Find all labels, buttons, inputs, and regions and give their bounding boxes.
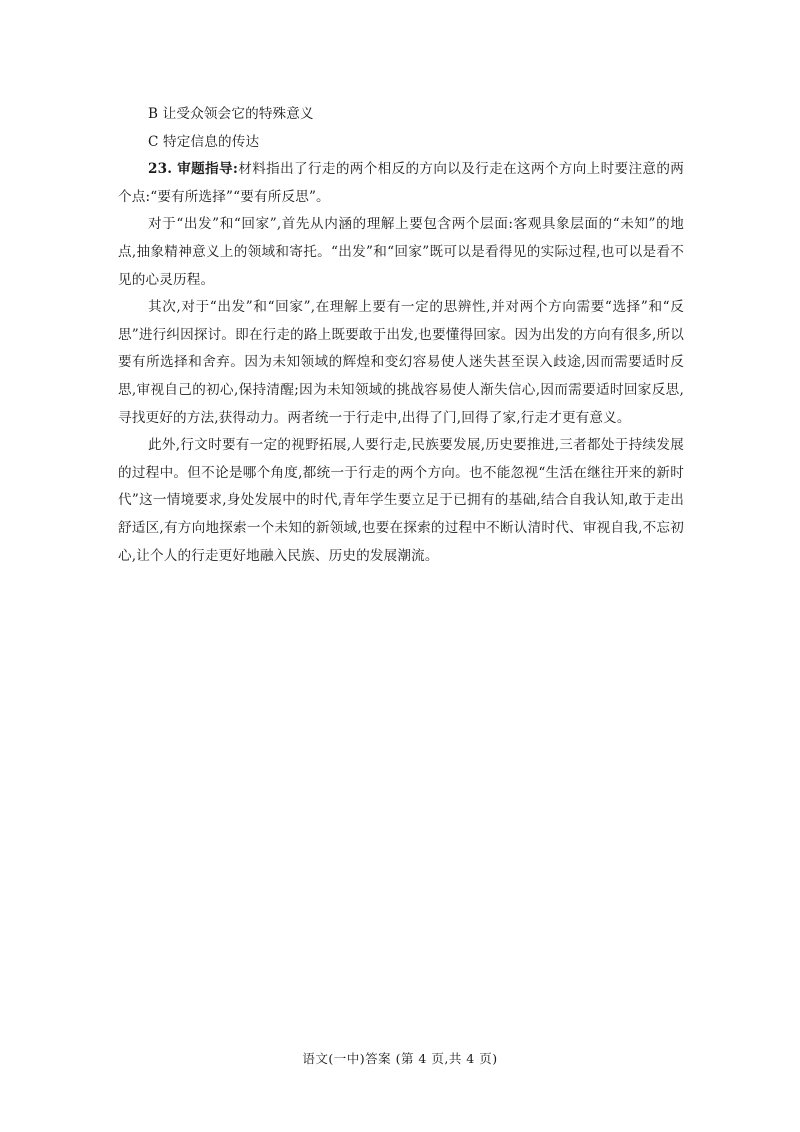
option-b: B 让受众领会它的特殊意义 [148,106,314,122]
paragraph-1: 对于“出发”和“回家”,首先从内涵的理解上要包含两个层面:客观具象层面的“未知”的地点,抽象精神意义上的领域和寄托。“出发”和“回家”既可以是看得见的实际过程,也可以是看不见的心灵历程。 [118,216,684,288]
page-footer: 语文(一中)答案 (第 4 页,共 4 页) [302,1051,498,1066]
paragraph-2: 其次,对于“出发”和“回家”,在理解上要有一定的思辨性,并对两个方向需要“选择”和“反思”进行纠因探讨。即在行走的路上既要敢于出发,也要懂得回家。因为出发的方向有很多,所以要有所选择和舍弃。因为未知领域的辉煌和变幻容易使人迷失甚至误入歧途,因而需要适时反思,审视自己的初心,保持清醒;因为未知领域的挑战容易使人渐失信心,因而需要适时回家反思,寻找更好的方法,获得动力。两者统一于行走中,出得了门,回得了家,行走才更有意义。 [118,299,684,426]
question-23-label: 23. 审题指导: [148,161,239,178]
question-23-guidance [118,156,684,211]
answer-content [118,101,684,570]
question-23-body: 材料指出了行走的两个相反的方向以及行走在这两个方向上时要注意的两个点:“要有所选择”“要有所反思”。 [118,161,684,205]
option-c: C 特定信息的传达 [148,133,260,150]
paragraph-3: 此外,行文时要有一定的视野拓展,人要行走,民族要发展,历史要推进,三者都处于持续发展的过程中。但不论是哪个角度,都统一于行走的两个方向。也不能忽视“生活在继往开来的新时代”这一情境要求,身处发展中的时代,青年学生要立足于已拥有的基础,结合自我认知,敢于走出舒适区,有方向地探索一个未知的新领域,也要在探索的过程中不断认清时代、审视自我,不忘初心,让个人的行走更好地融入民族、历史的发展潮流。 [118,437,684,564]
